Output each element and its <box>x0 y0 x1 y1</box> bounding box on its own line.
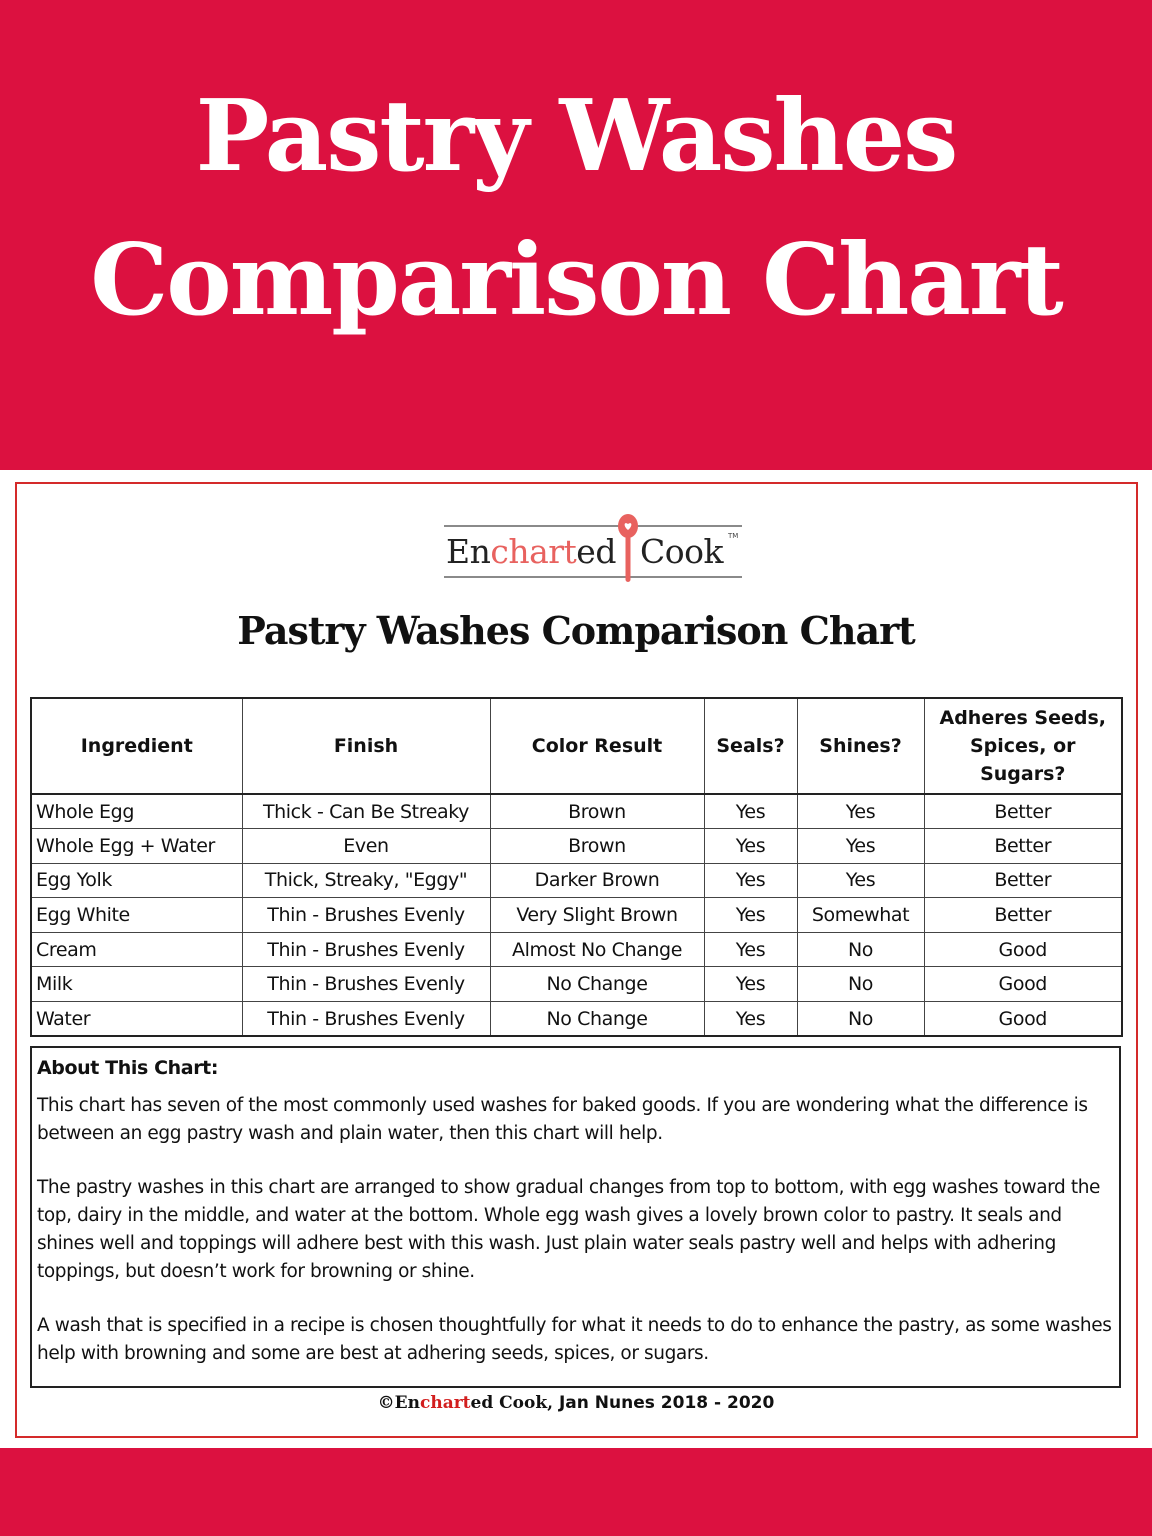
cell-ingredient: Water <box>31 1002 242 1037</box>
cell-ingredient: Egg White <box>31 898 242 933</box>
cell-finish: Thick - Can Be Streaky <box>242 794 490 829</box>
cell-color-result: Brown <box>490 829 704 864</box>
copyright-author-years: Jan Nunes 2018 - 2020 <box>553 1393 775 1413</box>
chart-heading: Pastry Washes Comparison Chart <box>237 608 915 653</box>
cell-finish: Even <box>242 829 490 864</box>
cell-shines: Yes <box>797 794 924 829</box>
cell-adheres: Better <box>924 794 1122 829</box>
cell-color-result: Very Slight Brown <box>490 898 704 933</box>
cell-shines: Yes <box>797 829 924 864</box>
table-header-row <box>31 698 1122 794</box>
cell-adheres: Better <box>924 829 1122 864</box>
cell-adheres: Good <box>924 1002 1122 1037</box>
trademark-mark: TM <box>728 532 739 540</box>
cell-color-result: Almost No Change <box>490 932 704 967</box>
about-paragraph: The pastry washes in this chart are arranged to show gradual changes from top to bottom, with egg washes toward the top, dairy in the middle, and water at the bottom. Whole egg wash gives a lovely brown color to pastry. It seals and shines well and toppings will adhere best with this wash. Just plain water seals pastry well and helps with adhering toppings, but doesn’t work for browning or shine. <box>37 1177 1101 1282</box>
cell-seals: Yes <box>704 898 797 933</box>
cell-adheres: Good <box>924 932 1122 967</box>
cell-finish: Thick, Streaky, "Eggy" <box>242 863 490 898</box>
cell-color-result: No Change <box>490 1002 704 1037</box>
cell-color-result: Darker Brown <box>490 863 704 898</box>
cell-color-result: Brown <box>490 794 704 829</box>
cell-finish: Thin - Brushes Evenly <box>242 898 490 933</box>
table-row <box>31 932 1122 967</box>
logo-text-ed: ed <box>576 532 616 571</box>
header-color-result: Color Result <box>490 698 704 794</box>
banner-title-line1: Pastry Washes <box>195 79 957 194</box>
table-row <box>31 1002 1122 1037</box>
table-row <box>31 863 1122 898</box>
cell-ingredient: Whole Egg + Water <box>31 829 242 864</box>
cell-shines: No <box>797 932 924 967</box>
cell-adheres: Good <box>924 967 1122 1002</box>
cell-shines: No <box>797 967 924 1002</box>
cell-seals: Yes <box>704 863 797 898</box>
cell-shines: Somewhat <box>797 898 924 933</box>
copyright-prefix: ©En <box>377 1393 420 1413</box>
cell-shines: Yes <box>797 863 924 898</box>
cell-finish: Thin - Brushes Evenly <box>242 1002 490 1037</box>
cell-seals: Yes <box>704 932 797 967</box>
cell-ingredient: Egg Yolk <box>31 863 242 898</box>
table-row <box>31 829 1122 864</box>
header-shines: Shines? <box>797 698 924 794</box>
header-seals: Seals? <box>704 698 797 794</box>
cell-seals: Yes <box>704 967 797 1002</box>
logo-text-en: En <box>446 532 491 571</box>
cell-adheres: Better <box>924 863 1122 898</box>
about-box <box>30 1046 1121 1388</box>
logo-text-chart: chart <box>490 532 577 571</box>
logo-wordmark-left <box>446 532 616 571</box>
table-row <box>31 794 1122 829</box>
cell-seals: Yes <box>704 794 797 829</box>
cell-ingredient: Milk <box>31 967 242 1002</box>
logo-wordmark-right: Cook <box>640 532 723 571</box>
cell-color-result: No Change <box>490 967 704 1002</box>
about-paragraph: This chart has seven of the most commonly used washes for baked goods. If you are wondering what the difference is between an egg pastry wash and plain water, then this chart will help. <box>37 1095 1088 1144</box>
table-row <box>31 898 1122 933</box>
pastry-wash-table <box>30 697 1123 1037</box>
top-banner <box>0 0 1152 470</box>
cell-seals: Yes <box>704 829 797 864</box>
table-row <box>31 967 1122 1002</box>
encharted-cook-logo <box>444 522 742 588</box>
cell-finish: Thin - Brushes Evenly <box>242 967 490 1002</box>
spoon-heart-icon <box>617 514 639 584</box>
cell-shines: No <box>797 1002 924 1037</box>
logo-rule-bottom <box>444 576 742 578</box>
about-title: About This Chart: <box>37 1057 219 1079</box>
about-paragraph: A wash that is specified in a recipe is chosen thoughtfully for what it needs to do to enhance the pastry, as some washes help with browning and some are best at adhering seeds, spices, or sugars. <box>37 1315 1112 1364</box>
cell-ingredient: Cream <box>31 932 242 967</box>
header-finish: Finish <box>242 698 490 794</box>
header-adheres: Adheres Seeds, Spices, or Sugars? <box>924 698 1122 794</box>
bottom-banner <box>0 1448 1152 1536</box>
cell-finish: Thin - Brushes Evenly <box>242 932 490 967</box>
header-ingredient: Ingredient <box>31 698 242 794</box>
logo-rule-top <box>444 525 742 527</box>
cell-adheres: Better <box>924 898 1122 933</box>
cell-seals: Yes <box>704 1002 797 1037</box>
copyright-line <box>0 1393 1152 1413</box>
copyright-accent: chart <box>419 1393 471 1413</box>
copyright-brand-rest: ed Cook, <box>470 1393 554 1413</box>
cell-ingredient: Whole Egg <box>31 794 242 829</box>
banner-title-line2: Comparison Chart <box>90 223 1062 338</box>
